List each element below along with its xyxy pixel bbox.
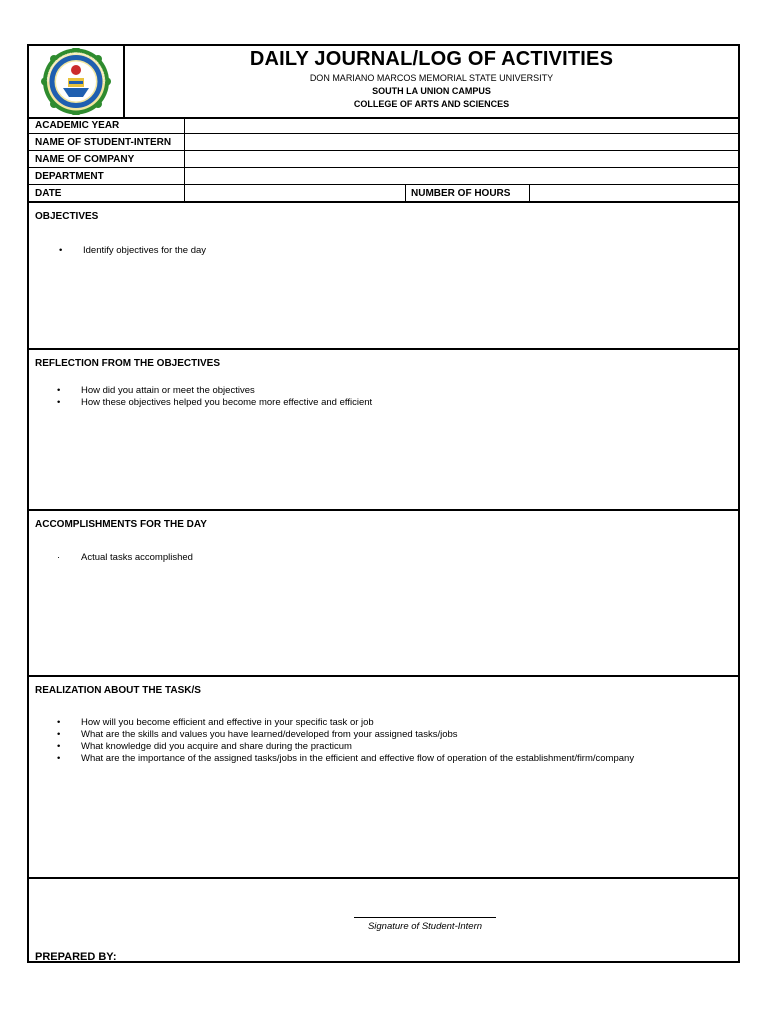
realization-title: REALIZATION ABOUT THE TASK/S	[35, 685, 201, 696]
list-item: • What are the skills and values you have learned/developed from your assigned tasks/jobs	[57, 729, 634, 741]
student-intern-row	[29, 134, 738, 151]
divider	[184, 134, 185, 150]
campus-name: SOUTH LA UNION CAMPUS	[372, 86, 491, 96]
university-seal-icon	[33, 48, 119, 115]
list-item: • How will you become efficient and effective in your specific task or job	[57, 717, 634, 729]
form-header	[29, 46, 738, 119]
realization-section	[29, 677, 738, 879]
list-item: • What knowledge did you acquire and share during the practicum	[57, 741, 634, 753]
date-label: DATE	[35, 188, 62, 199]
accomplishments-list	[57, 552, 193, 564]
list-item: • How these objectives helped you become more effective and efficient	[57, 397, 372, 409]
list-item: · Actual tasks accomplished	[57, 552, 193, 564]
list-item: • Identify objectives for the day	[59, 245, 206, 257]
signature-line[interactable]	[354, 917, 496, 918]
student-intern-label: NAME OF STUDENT-INTERN	[35, 137, 172, 148]
hours-label: NUMBER OF HOURS	[411, 188, 511, 199]
journal-form	[27, 44, 740, 963]
objectives-title: OBJECTIVES	[35, 211, 99, 222]
divider	[184, 117, 185, 133]
form-title: DAILY JOURNAL/LOG OF ACTIVITIES	[249, 48, 614, 70]
company-row	[29, 151, 738, 168]
prepared-by-label: PREPARED BY:	[35, 951, 117, 963]
company-label: NAME OF COMPANY	[35, 154, 135, 165]
reflection-section	[29, 350, 738, 511]
college-name: COLLEGE OF ARTS AND SCIENCES	[353, 99, 510, 109]
seal-ring-text: DON MARIANO MARCOS MEMORIAL STATE UNIVERSITY	[45, 51, 107, 84]
divider	[184, 185, 185, 201]
reflection-list	[57, 385, 372, 409]
signature-section	[29, 879, 738, 961]
list-item: • How did you attain or meet the objectives	[57, 385, 372, 397]
university-name: DON MARIANO MARCOS MEMORIAL STATE UNIVERSITY	[309, 73, 554, 83]
list-item: • What are the importance of the assigned tasks/jobs in the efficient and effective flow of operation of the establishment/firm/company	[57, 753, 634, 765]
academic-year-label: ACADEMIC YEAR	[35, 120, 120, 131]
accomplishments-title: ACCOMPLISHMENTS FOR THE DAY	[35, 519, 207, 530]
department-label: DEPARTMENT	[35, 171, 104, 182]
date-row	[29, 185, 738, 203]
department-row	[29, 168, 738, 185]
divider	[184, 151, 185, 167]
objectives-list	[59, 245, 206, 257]
signature-label: Signature of Student-Intern	[367, 921, 483, 932]
reflection-title: REFLECTION FROM THE OBJECTIVES	[35, 358, 221, 369]
accomplishments-section	[29, 511, 738, 677]
academic-year-row	[29, 117, 738, 134]
logo-box	[29, 46, 125, 117]
objectives-section	[29, 203, 738, 350]
divider	[529, 185, 530, 201]
divider	[405, 185, 406, 201]
realization-list	[57, 717, 634, 765]
divider	[184, 168, 185, 184]
